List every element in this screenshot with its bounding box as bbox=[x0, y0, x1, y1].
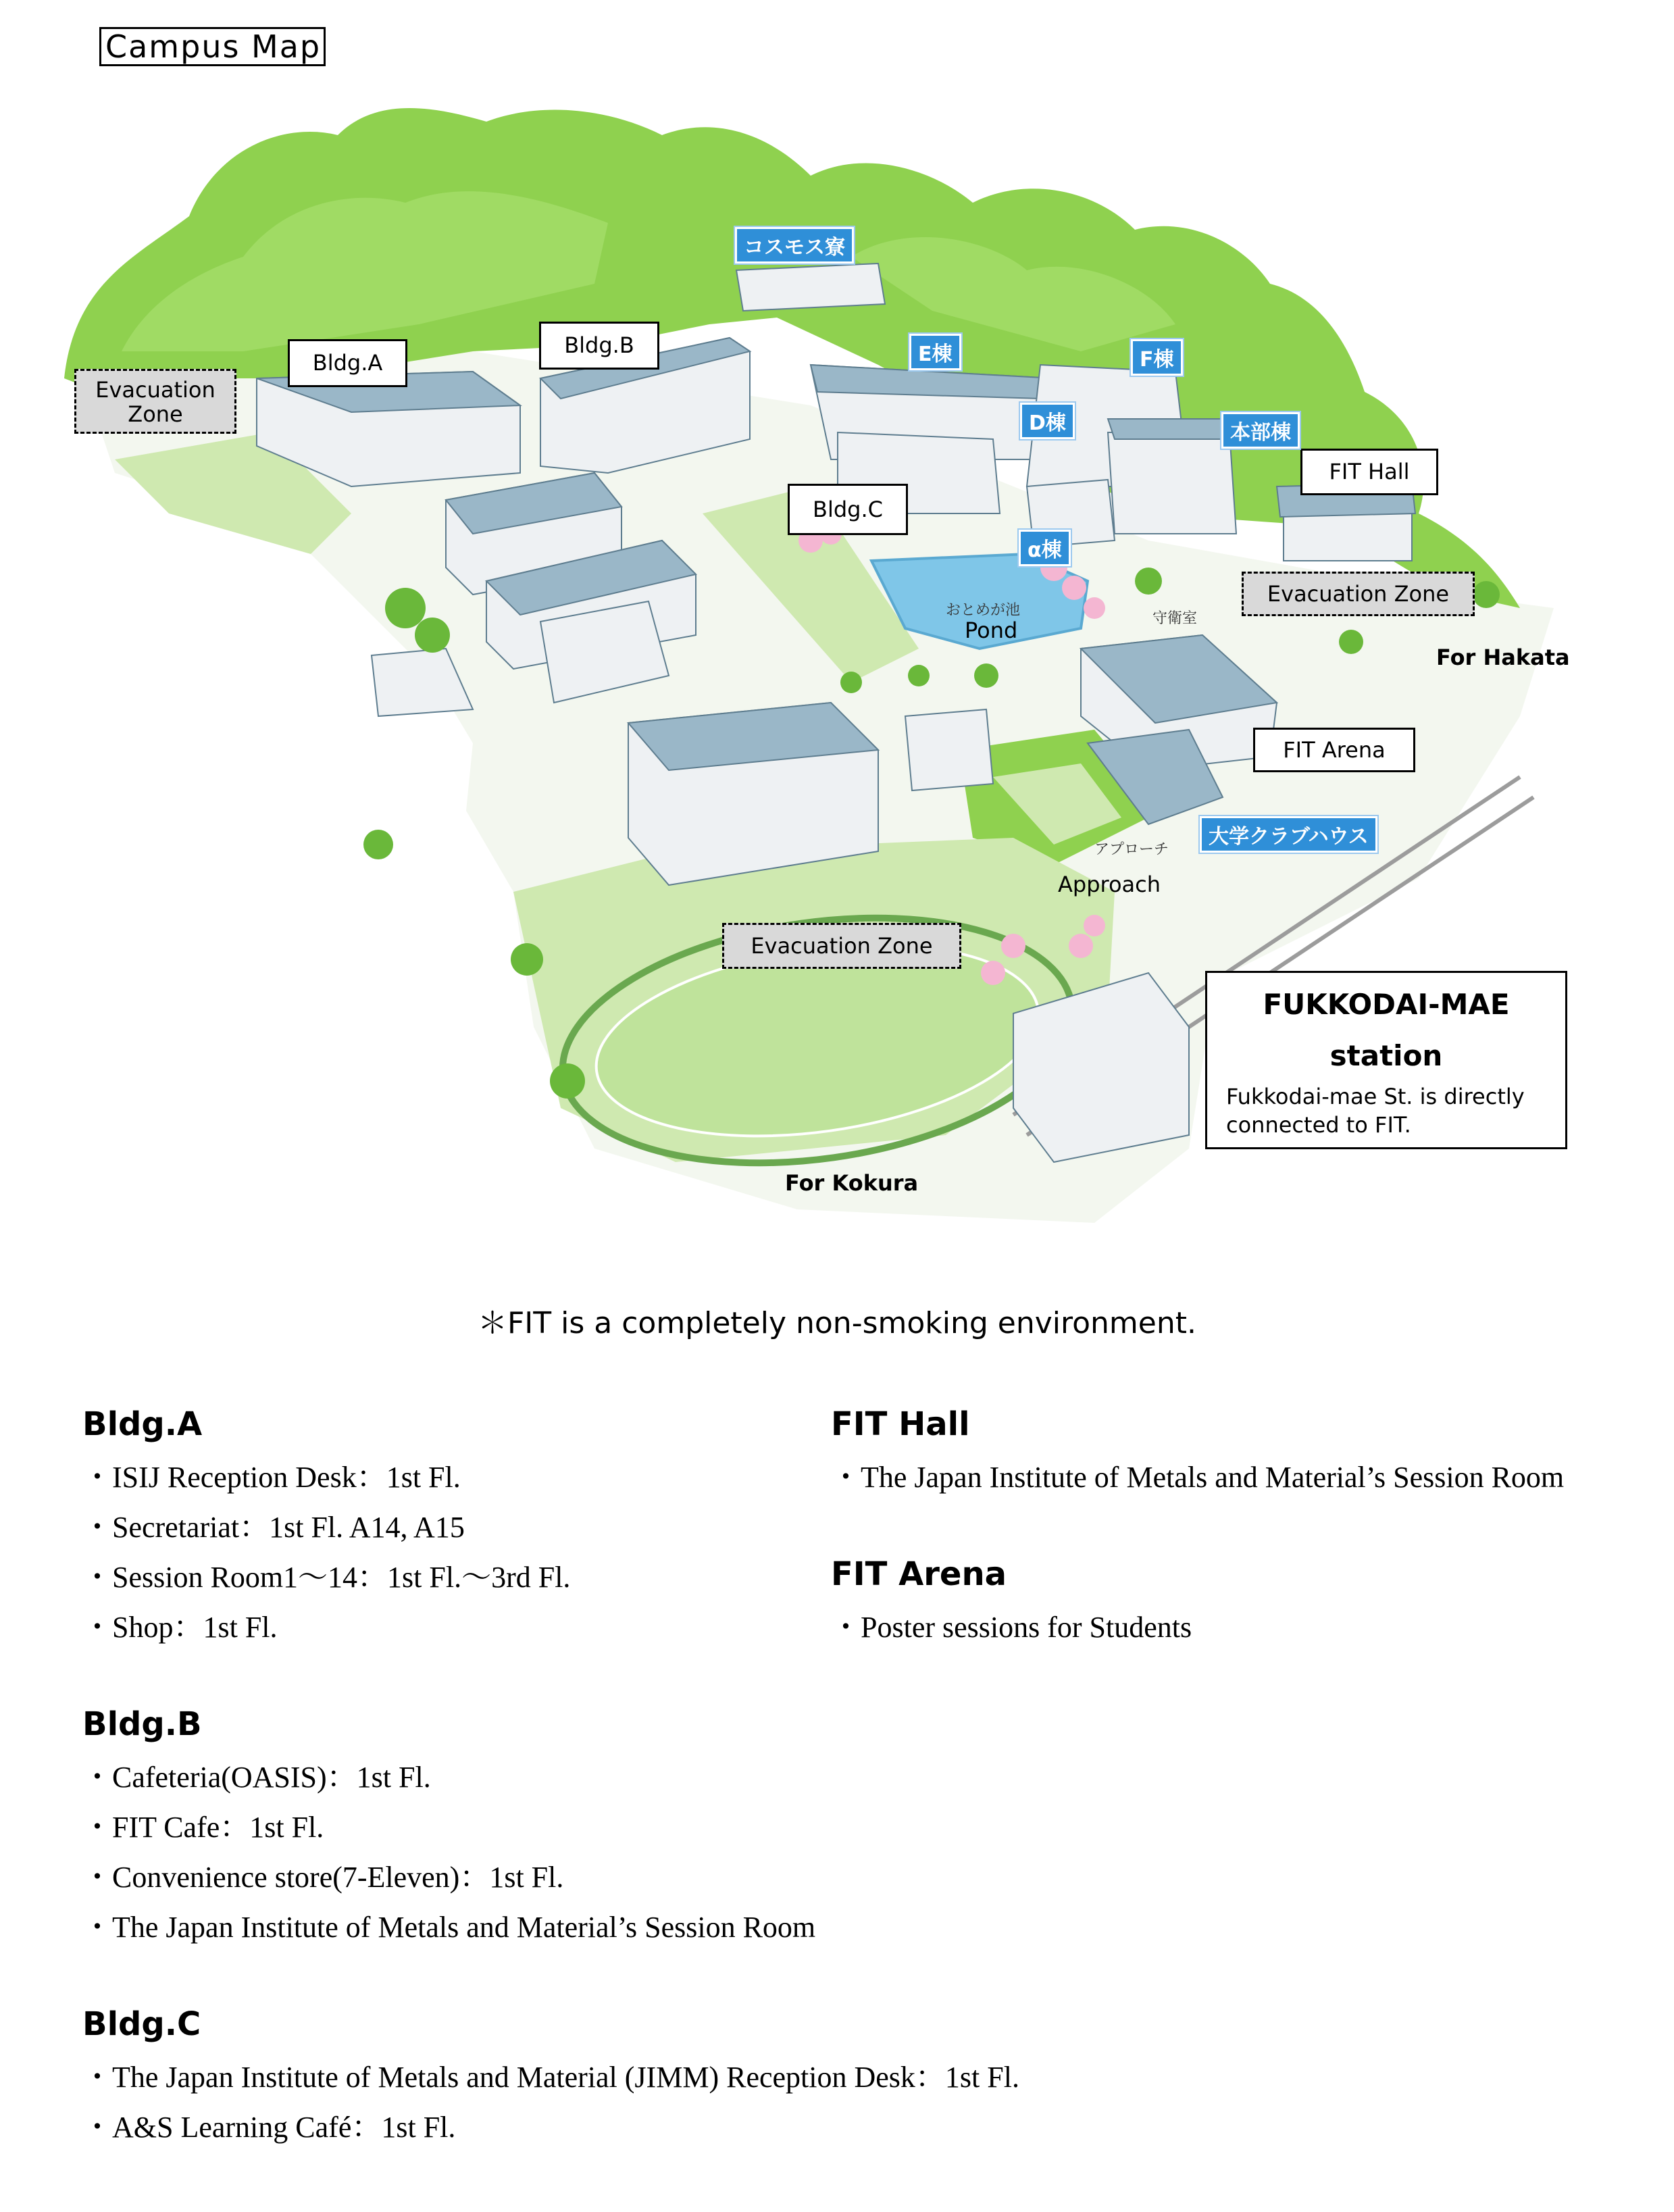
section-list-bldg-c bbox=[82, 2053, 1019, 2153]
list-item: ・ The Japan Institute of Metals and Material’s Session Room bbox=[82, 1903, 815, 1953]
section-title-fit-hall: FIT Hall bbox=[831, 1405, 970, 1443]
label-alpha-building: α棟 bbox=[1019, 530, 1071, 566]
label-bldg-b[interactable]: Bldg.B bbox=[539, 322, 659, 370]
label-pond: Pond bbox=[965, 618, 1018, 643]
section-title-bldg-b: Bldg.B bbox=[82, 1705, 202, 1743]
list-item: ・ Secretariat：1st Fl. A14, A15 bbox=[82, 1503, 570, 1553]
label-honbu-building: 本部棟 bbox=[1221, 412, 1300, 449]
label-for-hakata: For Hakata bbox=[1436, 645, 1570, 670]
label-evacuation-zone-left: Evacuation Zone bbox=[74, 369, 236, 434]
label-d-building: D棟 bbox=[1020, 403, 1075, 439]
list-item: ・ Session Room1～14：1st Fl.～3rd Fl. bbox=[82, 1553, 570, 1603]
label-for-kokura: For Kokura bbox=[785, 1170, 919, 1196]
label-approach-jp: アプローチ bbox=[1094, 841, 1169, 858]
list-item: ・ ISIJ Reception Desk：1st Fl. bbox=[82, 1453, 570, 1503]
label-fit-hall[interactable]: FIT Hall bbox=[1300, 449, 1438, 495]
list-item: ・ Cafeteria(OASIS)：1st Fl. bbox=[82, 1753, 815, 1803]
label-e-building: E棟 bbox=[909, 334, 961, 370]
list-item: ・ The Japan Institute of Metals and Material (JIMM) Reception Desk：1st Fl. bbox=[82, 2053, 1019, 2103]
station-name-line1: FUKKODAI-MAE bbox=[1263, 988, 1510, 1021]
label-pond-jp: おとめが池 bbox=[946, 602, 1021, 619]
label-club-house: 大学クラブハウス bbox=[1200, 816, 1377, 853]
label-evacuation-zone-right: Evacuation Zone bbox=[1242, 572, 1475, 616]
label-bldg-c[interactable]: Bldg.C bbox=[788, 484, 908, 535]
list-item: ・ The Japan Institute of Metals and Material’s Session Room bbox=[831, 1453, 1564, 1503]
list-item: ・ A&S Learning Café：1st Fl. bbox=[82, 2103, 1019, 2153]
section-list-bldg-a bbox=[82, 1453, 570, 1653]
non-smoking-note: ＊FIT is a completely non-smoking environment. bbox=[478, 1306, 1196, 1340]
label-guard-room: 守衛室 bbox=[1152, 610, 1198, 627]
list-item: ・ FIT Cafe：1st Fl. bbox=[82, 1803, 815, 1853]
section-title-bldg-a: Bldg.A bbox=[82, 1405, 203, 1443]
list-item: ・ Convenience store(7-Eleven)：1st Fl. bbox=[82, 1853, 815, 1903]
label-bldg-a[interactable]: Bldg.A bbox=[288, 339, 407, 387]
section-title-bldg-c: Bldg.C bbox=[82, 2005, 201, 2043]
section-list-fit-hall bbox=[831, 1453, 1564, 1503]
label-fit-arena[interactable]: FIT Arena bbox=[1253, 728, 1415, 772]
label-cosmos-dorm: コスモス寮 bbox=[735, 227, 854, 263]
list-item: ・ Poster sessions for Students bbox=[831, 1603, 1192, 1653]
section-list-fit-arena bbox=[831, 1603, 1192, 1653]
station-description: Fukkodai-mae St. is directly connected to FIT. bbox=[1226, 1084, 1525, 1138]
station-info-box bbox=[1205, 971, 1567, 1149]
list-item: ・ Shop：1st Fl. bbox=[82, 1603, 570, 1653]
label-f-building: F棟 bbox=[1131, 339, 1183, 376]
section-list-bldg-b bbox=[82, 1753, 815, 1953]
label-evacuation-zone-field: Evacuation Zone bbox=[722, 923, 961, 969]
section-title-fit-arena: FIT Arena bbox=[831, 1555, 1007, 1593]
station-name-line2: station bbox=[1329, 1039, 1443, 1072]
label-approach: Approach bbox=[1058, 872, 1161, 897]
page-title: Campus Map bbox=[99, 27, 326, 66]
